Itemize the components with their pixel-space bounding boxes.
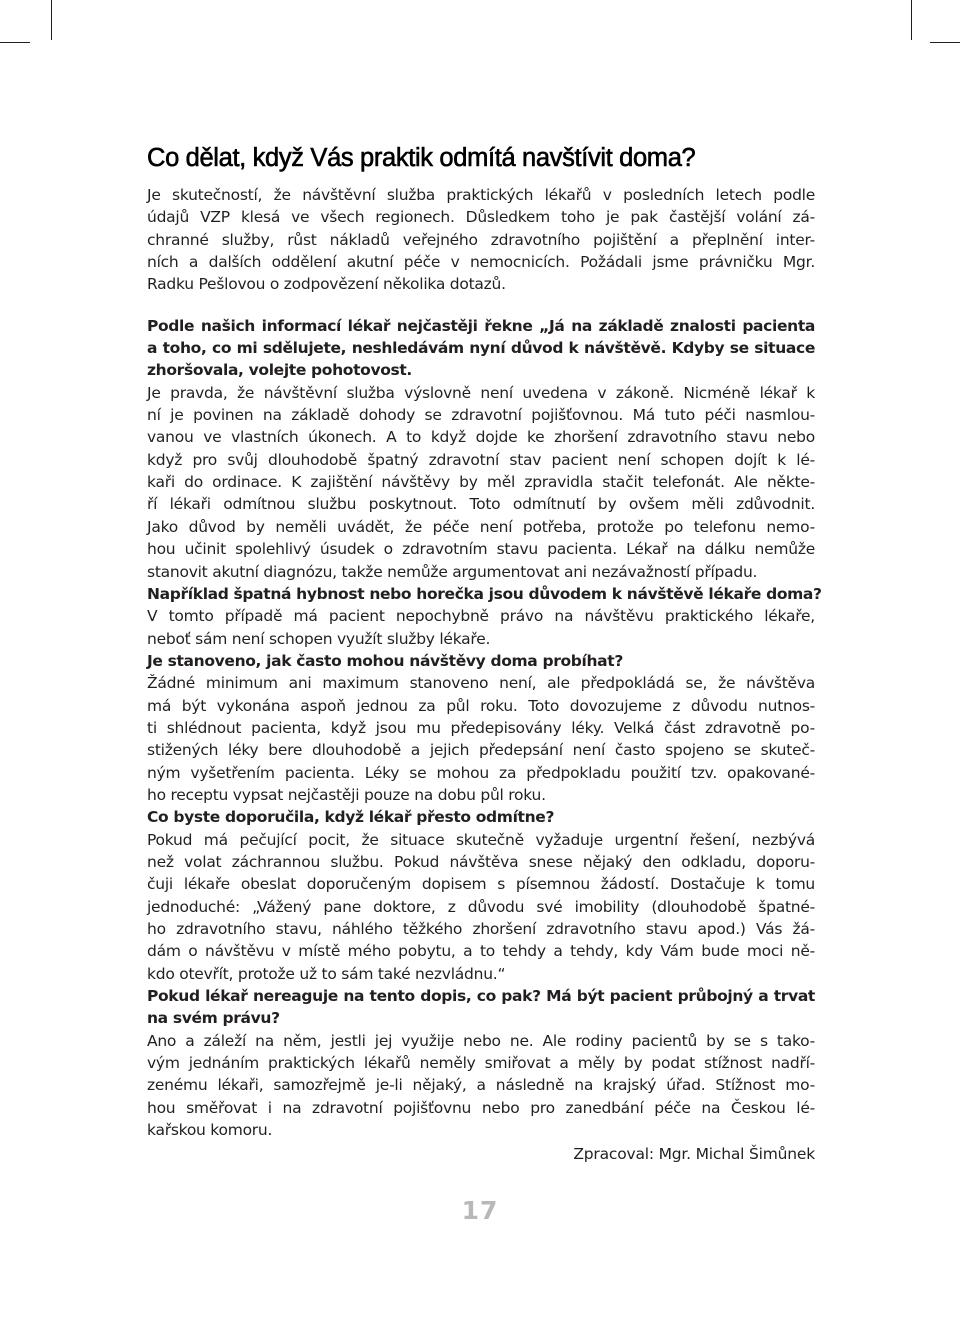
text-line: Je pravda, že návštěvní služba výslovně není uvedena v zákoně. Nicméně lékař k [147, 383, 815, 402]
crop-mark-top-left-horizontal [0, 42, 30, 43]
text-line: kaři do ordinace. K zajištění návštěvy by měl zpravidla stačit telefonát. Ale někte- [147, 473, 815, 492]
text-line: Jako důvod by neměli uvádět, že péče není potřeba, protože po telefonu nemo- [147, 517, 815, 536]
article-title: Co dělat, když Vás praktik odmítá navštívit doma? [147, 144, 696, 172]
crop-mark-top-right-horizontal [930, 42, 960, 43]
text-line: stižených léky bere dlouhodobě a jejich předepsání není často spojeno se skuteč- [147, 741, 815, 760]
text-line: Pokud lékař nereaguje na tento dopis, co pak? Má být pacient průbojný a trvat [147, 987, 815, 1006]
text-line: a toho, co mi sdělujete, neshledávám nyní důvod k návštěvě. Kdyby se situace [147, 339, 815, 358]
text-line: ří lékaři odmítnou službu poskytnout. Toto odmítnutí by ovšem měli zdůvodnit. [147, 495, 815, 514]
text-line: zenému lékaři, samozřejmě je-li nějaký, a následně na krajský úřad. Stížnost mo- [147, 1076, 815, 1095]
text-line: Podle našich informací lékař nejčastěji řekne „Já na základě znalosti pacienta [147, 316, 815, 335]
text-line: kařskou komoru. [147, 1121, 273, 1140]
text-line: vanou ve vlastních úkonech. A to když dojde ke zhoršení zdravotního stavu nebo [147, 428, 815, 447]
text-line: když pro svůj dlouhodobě špatný zdravotní stav pacient není schopen dojít k lé- [147, 450, 815, 469]
text-line: ních a dalších oddělení akutní péče v nemocnicích. Požádali jsme právničku Mgr. [147, 253, 815, 272]
text-line: chranné služby, růst nákladů veřejného zdravotního pojištění a přeplnění inter- [147, 230, 815, 249]
text-line: ní je povinen na základě dohody se zdravotní pojišťovnou. Má tuto péči nasmlou- [147, 406, 815, 425]
question-2 [147, 583, 822, 605]
text-line: ho receptu vypsat nejčastěji pouze na dobu půl roku. [147, 785, 546, 804]
text-line: Je stanoveno, jak často mohou návštěvy doma probíhat? [147, 651, 623, 670]
question-3 [147, 650, 815, 672]
answer-5 [147, 1030, 815, 1142]
text-line: kdo otevřít, protože už to sám také nezvládnu.“ [147, 964, 506, 983]
text-line: neboť sám není schopen využít služby lékaře. [147, 629, 491, 648]
text-line: hou učinit spolehlivý úsudek o zdravotním stavu pacienta. Lékař na dálku nemůže [147, 540, 815, 559]
text-line: než volat záchrannou službu. Pokud návštěva snese nějaký den odkladu, doporu- [147, 852, 815, 871]
text-line: hou směřovat i na zdravotní pojišťovnu nebo pro zanedbání péče na Českou lé- [147, 1098, 815, 1117]
question-1 [147, 315, 815, 382]
text-line: ti shlédnout pacienta, když jsou mu předepisovány léky. Velká část zdravotně po- [147, 718, 815, 737]
answer-4 [147, 829, 815, 985]
page-number: 17 [461, 1196, 499, 1225]
text-line: Co byste doporučila, když lékař přesto odmítne? [147, 808, 555, 827]
text-line: Pokud má pečující pocit, že situace skutečně vyžaduje urgentní řešení, nezbývá [147, 830, 815, 849]
text-line: zhoršovala, volejte pohotovost. [147, 361, 412, 380]
text-line: ho zdravotního stavu, náhlého těžkého zhoršení zdravotního stavu apod.) Vás žá- [147, 920, 815, 938]
text-line: čuji lékaře obeslat doporučeným dopisem s písemnou žádostí. Dostačuje k tomu [147, 875, 815, 894]
answer-1 [147, 382, 815, 583]
text-line: ným vyšetřením pacienta. Léky se mohou za předpokladu použití tzv. opakované- [147, 763, 815, 782]
answer-3 [147, 672, 815, 806]
text-line: Žádné minimum ani maximum stanoveno není, ale předpokládá se, že návštěva [147, 674, 815, 693]
text-line: Například špatná hybnost nebo horečka jsou důvodem k návštěvě lékaře doma? [147, 584, 822, 603]
crop-mark-top-left [51, 0, 52, 40]
article [147, 138, 822, 1166]
question-5 [147, 985, 815, 1030]
text-line: Je skutečností, že návštěvní služba praktických lékařů v posledních letech podle [147, 186, 815, 204]
text-line: Radku Pešlovou o zodpovězení několika dotazů. [147, 275, 506, 294]
text-line: stanovit akutní diagnózu, takže nemůže argumentovat ani nezávažností případu. [147, 562, 758, 581]
crop-mark-top-right [911, 0, 912, 40]
text-line: na svém právu? [147, 1009, 280, 1028]
text-line: má být vykonána aspoň jednou za půl roku. Toto dovozujeme z důvodu nutnos- [147, 696, 815, 715]
author-signature: Zpracoval: Mgr. Michal Šimůnek [573, 1145, 815, 1164]
text-line: Ano a záleží na něm, jestli jej využije nebo ne. Ale rodiny pacientů by se s tako- [147, 1031, 815, 1050]
text-line: jednoduché: „Vážený pane doktore, z důvodu své imobility (dlouhodobě špatné- [147, 897, 815, 916]
text-line: údajů VZP klesá ve všech regionech. Důsledkem toho je pak častější volání zá- [147, 208, 815, 227]
question-4 [147, 806, 815, 828]
answer-2 [147, 605, 815, 650]
text-line: dám o návštěvu v místě mého pobytu, a to tehdy a tehdy, kdy Vám bude moci ně- [147, 942, 815, 961]
text-line: V tomto případě má pacient nepochybně právo na návštěvu praktického lékaře, [147, 607, 815, 626]
intro-paragraph [147, 184, 815, 296]
text-line: vým jednáním praktických lékařů neměly smiřovat a měly by podat stížnost nadří- [147, 1054, 815, 1073]
